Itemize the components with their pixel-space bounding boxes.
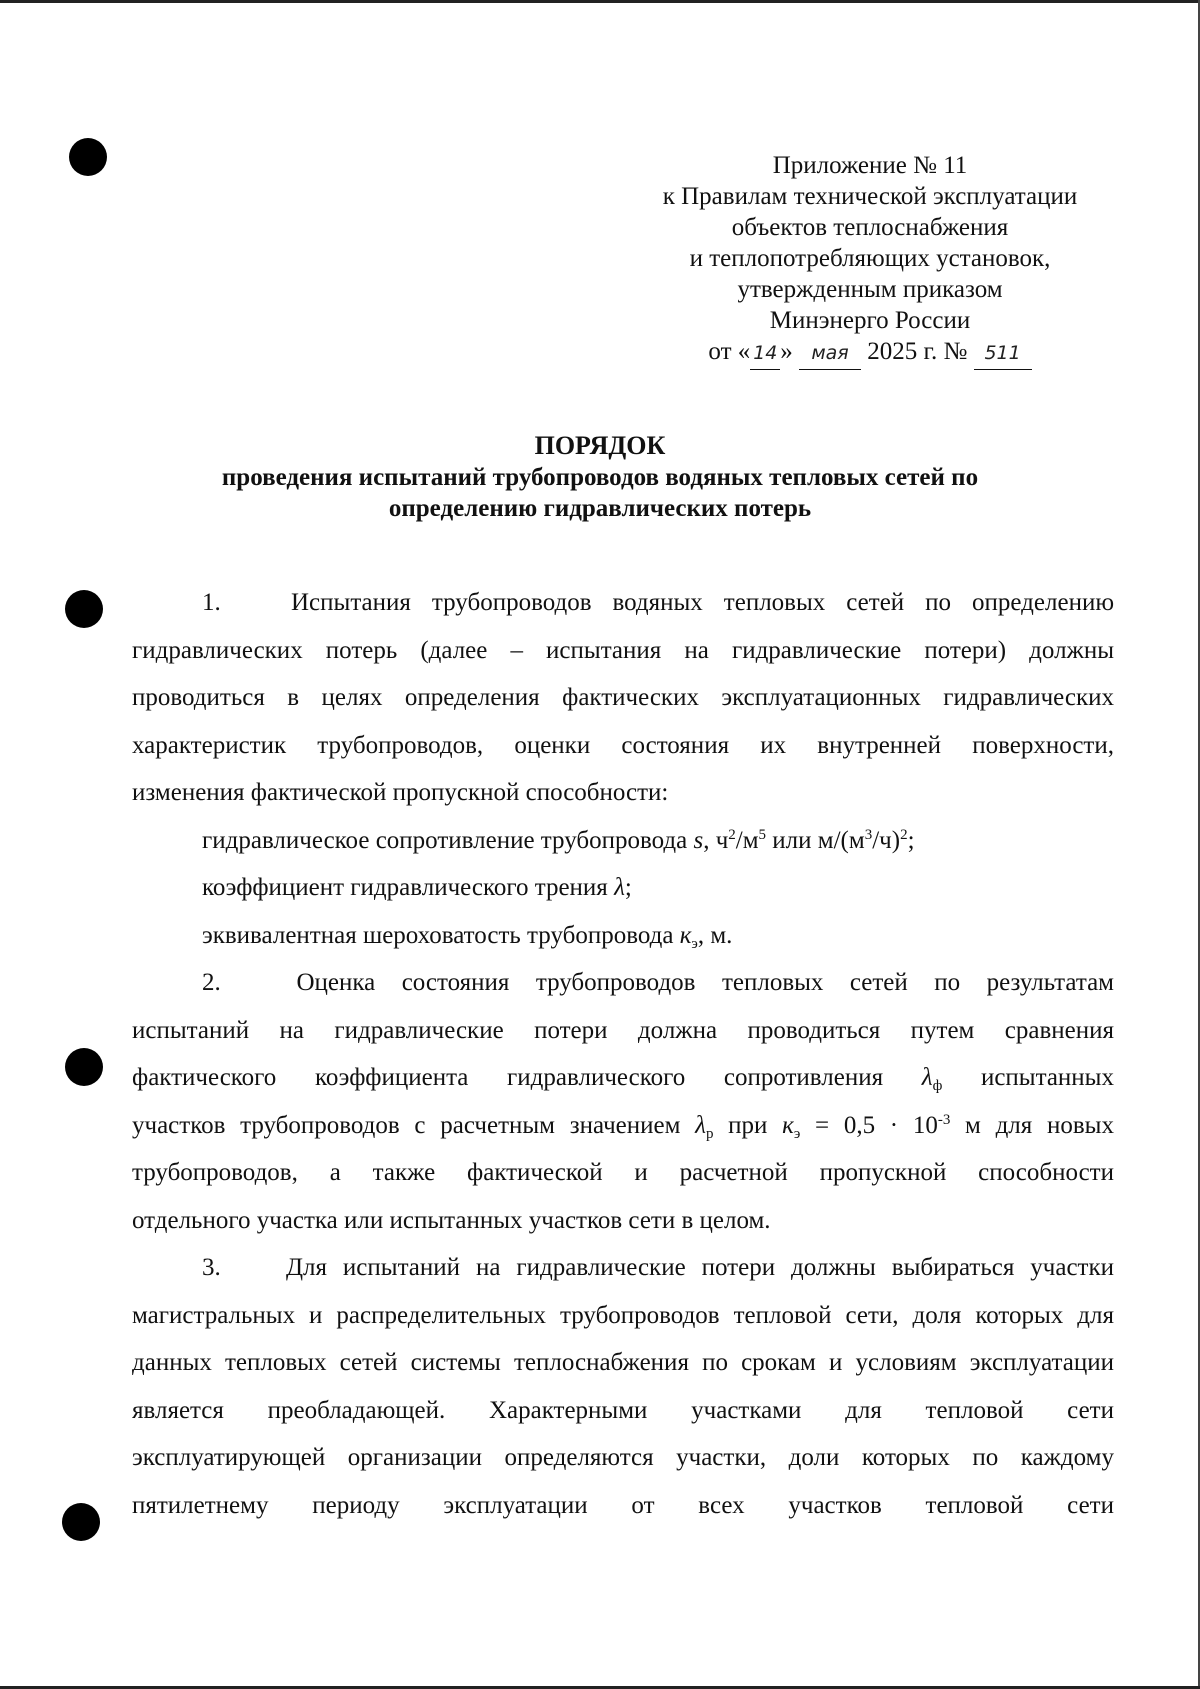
- date-year: 2025 г. №: [867, 338, 968, 365]
- appendix-line: Минэнерго России: [769, 307, 971, 334]
- appendix-line: утвержденным приказом: [737, 276, 1003, 303]
- list-item: гидравлическое сопротивление трубопровода s, $ч^2/м^5$ или $м/(м^3/ч)^2$;: [202, 826, 915, 854]
- paragraph-line: 2. Оценка состояния трубопроводов тепловых сетей по результатам: [132, 966, 1114, 1014]
- scan-edge-top: [0, 0, 1200, 3]
- punch-hole-icon: [69, 138, 107, 176]
- title-sub: определению гидравлических потерь: [388, 495, 812, 522]
- list-item: коэффициент гидравлического трения λ;: [202, 874, 632, 901]
- paragraph-line: пятилетнему периоду эксплуатации от всех участков тепловой сети: [132, 1491, 1114, 1519]
- date-prefix: от «: [708, 338, 751, 365]
- paragraph-number: 1.: [202, 589, 221, 616]
- title-main: ПОРЯДОК: [534, 431, 666, 460]
- paragraph-line: фактического коэффициента гидравлического сопротивления $\lambda_ф$ испытанных: [132, 1064, 1114, 1094]
- paragraph-line: участков трубопроводов с расчетным значением $\lambda_р$ при $к_э = 0,5 \cdot 10^{-3}$ м для новых: [132, 1111, 1114, 1142]
- paragraph-line: характеристик трубопроводов, оценки состояния их внутренней поверхности,: [132, 731, 1114, 759]
- appendix-date-line: [640, 336, 1100, 370]
- paragraph-line: отдельного участка или испытанных участков сети в целом.: [132, 1206, 771, 1234]
- appendix-line: и теплопотребляющих установок,: [689, 245, 1051, 272]
- punch-hole-icon: [62, 1503, 100, 1541]
- handwritten-month: мая: [799, 338, 861, 370]
- paragraph-line: 3. Для испытаний на гидравлические потери должны выбираться участки: [132, 1251, 1114, 1299]
- list-item: эквивалентная шероховатость трубопровода $к_э$, м.: [202, 921, 733, 952]
- date-mid: »: [780, 338, 793, 365]
- appendix-line: Приложение № 11: [772, 152, 968, 179]
- paragraph-line: гидравлических потерь (далее – испытания на гидравлические потери) должны: [132, 636, 1114, 664]
- punch-hole-icon: [65, 590, 103, 628]
- document-title: [170, 430, 1030, 524]
- handwritten-day: 14: [750, 338, 780, 370]
- paragraph-line: магистральных и распределительных трубопроводов тепловой сети, доля которых для: [132, 1301, 1114, 1329]
- paragraph-number: 2.: [202, 969, 221, 996]
- paragraph-line: трубопроводов, а также фактической и расчетной пропускной способности: [132, 1159, 1114, 1186]
- appendix-header: [640, 150, 1100, 370]
- punch-hole-icon: [65, 1048, 103, 1086]
- paragraph-line: эксплуатирующей организации определяются участки, доли которых по каждому: [132, 1444, 1114, 1471]
- paragraph-line: проводиться в целях определения фактических эксплуатационных гидравлических: [132, 684, 1114, 711]
- appendix-line: объектов теплоснабжения: [731, 214, 1009, 241]
- paragraph-line: 1. Испытания трубопроводов водяных тепловых сетей по определению: [132, 586, 1114, 634]
- appendix-line: к Правилам технической эксплуатации: [662, 183, 1078, 210]
- document-body: [132, 586, 1114, 1536]
- paragraph-number: 3.: [202, 1254, 221, 1281]
- paragraph-line: испытаний на гидравлические потери должна проводиться путем сравнения: [132, 1016, 1114, 1044]
- handwritten-number: 511: [974, 338, 1032, 370]
- paragraph-line: изменения фактической пропускной способности:: [132, 779, 669, 806]
- paragraph-line: данных тепловых сетей системы теплоснабжения по срокам и условиям эксплуатации: [132, 1349, 1114, 1376]
- paragraph-line: является преобладающей. Характерными участками для тепловой сети: [132, 1396, 1114, 1424]
- title-sub: проведения испытаний трубопроводов водяных тепловых сетей по: [221, 464, 979, 491]
